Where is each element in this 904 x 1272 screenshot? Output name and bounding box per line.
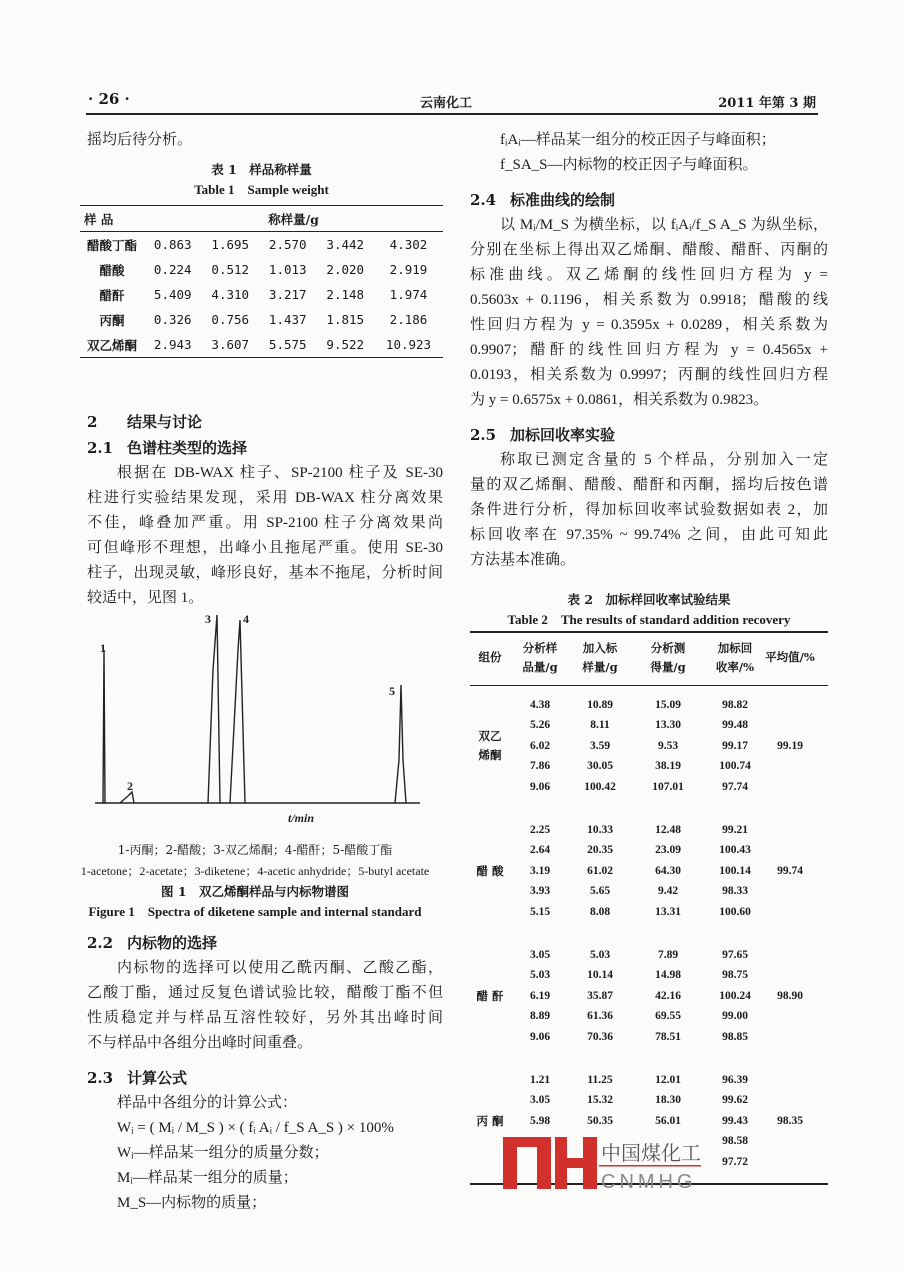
chromatogram-figure [90, 610, 430, 830]
section-2 [87, 410, 443, 435]
section-2-3-heading: 2.3 计算公式 [87, 1069, 188, 1087]
table2-caption-cn: 表 2 加标样回收率试验结果 [567, 592, 731, 607]
header-rule [86, 113, 818, 115]
sample-name: 丙酮 [99, 312, 125, 328]
table2-header: 分析样 品量/g [522, 641, 558, 674]
weight-cell: 3.607 [211, 337, 250, 352]
weight-cell: 2.570 [268, 237, 307, 252]
table2-cell: 15.09 [655, 699, 681, 711]
peak-label-3: 3 [205, 612, 211, 626]
weight-cell: 2.148 [326, 287, 365, 302]
table2-cell: 2.25 [529, 824, 551, 836]
text-line: 柱子，出现灵敏，峰形良好，基本不拖尾，分析时间 [87, 565, 443, 581]
table-row [80, 232, 443, 258]
section-2-5 [470, 423, 828, 573]
table-row [80, 282, 443, 307]
table2-header: 加入标 样量/g [582, 641, 618, 674]
table2-cell: 9.06 [529, 1030, 551, 1043]
table2-cell: 10.89 [587, 699, 613, 711]
table2-group-name: 醋 酸 [476, 863, 504, 878]
text-line: Wᵢ = ( Mᵢ / M_S ) × ( fᵢ Aᵢ / f_S A_S ) × 100% [117, 1120, 394, 1136]
peak-3 [208, 615, 220, 803]
weight-cell: 1.437 [268, 312, 307, 327]
table2-cell: 96.39 [722, 1074, 748, 1086]
text-line: 样品中各组分的计算公式： [117, 1095, 298, 1111]
text-line: 条件进行分析，得加标回收率试验数据如表 2，加 [470, 502, 828, 518]
table2-cell: 23.09 [655, 844, 681, 857]
table2-cell: 99.62 [722, 1094, 748, 1107]
figure1-caption-en: Figure 1 Spectra of diketene sample and internal standard [88, 904, 422, 919]
table2-cell: 8.08 [589, 905, 611, 918]
table2-cell: 3.59 [589, 739, 611, 752]
table1-header-weight: 称样量/g [268, 211, 319, 227]
table1-caption-cn: 表 1 样品称样量 [211, 162, 312, 177]
weight-cell: 3.442 [326, 237, 365, 252]
table2-header: 分析测 得量/g [650, 641, 686, 674]
weight-cell: 1.815 [326, 312, 365, 327]
table2-group-name: 双乙 烯酮 [478, 728, 502, 762]
table2-cell: 70.36 [587, 1030, 613, 1043]
table2-header: 加标回 收率/% [715, 641, 755, 674]
weight-cell: 2.020 [326, 262, 365, 277]
section-2-4 [470, 188, 828, 413]
text-line: 以 Mᵢ/M_S 为横坐标，以 fᵢAᵢ/f_S A_S 为纵坐标， [500, 217, 828, 233]
table2-cell: 100.14 [719, 864, 751, 877]
section-2-2-heading: 2.2 内标物的选择 [87, 934, 218, 952]
table2-cell: 9.53 [657, 739, 679, 752]
table2 [470, 590, 828, 630]
table2-cell: 6.02 [529, 739, 551, 752]
table2-cell: 98.75 [722, 969, 748, 982]
weight-cell: 0.224 [153, 262, 192, 277]
table2-average: 99.74 [777, 864, 803, 877]
text-line: 根据在 DB-WAX 柱子、SP-2100 柱子及 SE-30 [117, 465, 443, 481]
table2-cell: 12.01 [655, 1074, 681, 1086]
table2-cell: 97.74 [722, 780, 748, 793]
table2-cell: 99.17 [722, 739, 748, 752]
table2-cell: 8.11 [590, 719, 610, 732]
table2-cell: 14.98 [655, 969, 681, 982]
peak-2 [120, 792, 134, 803]
weight-cell: 2.919 [389, 262, 428, 277]
text-line: 为 y = 0.6575x + 0.0861，相关系数为 0.9823。 [470, 392, 769, 408]
table1-header-row [80, 206, 443, 232]
weight-cell: 5.575 [268, 337, 307, 352]
text-line: 性质稳定并与样品互溶性较好，另外其出峰时间 [87, 1010, 443, 1026]
table2-cell: 18.30 [655, 1094, 681, 1107]
table2-cell: 30.05 [587, 760, 613, 773]
text-line: 不佳，峰叠加严重。用 SP-2100 柱子分离效果尚 [87, 515, 443, 531]
table2-cell: 7.86 [529, 760, 551, 773]
table2-cell: 56.01 [655, 1114, 681, 1127]
peak-label-5: 5 [389, 684, 395, 698]
table2-cell: 6.19 [529, 989, 551, 1002]
table2-cell: 38.19 [655, 760, 681, 773]
text-line: 分别在坐标上得出双乙烯酮、醋酸、醋酐、丙酮的 [470, 242, 828, 258]
table2-cell: 13.31 [655, 905, 681, 918]
table2-cell: 61.02 [587, 864, 613, 877]
table2-cell: 13.30 [655, 719, 681, 732]
weight-cell: 0.756 [211, 312, 250, 327]
table2-cell: 100.42 [584, 780, 616, 793]
section-2-4-heading: 2.4 标准曲线的绘制 [470, 191, 616, 209]
svg-text:CNMHG: CNMHG [601, 1171, 697, 1193]
table2-cell: 50.35 [587, 1114, 613, 1127]
weight-cell: 10.923 [385, 337, 432, 352]
right-column [470, 128, 828, 178]
table2-cell: 100.60 [719, 905, 751, 918]
table2-cell: 78.51 [655, 1030, 681, 1043]
peak-label-2: 2 [127, 779, 133, 793]
table2-top-rule [470, 631, 828, 633]
table2-header: 组份 [478, 650, 502, 664]
table2-cell: 8.89 [529, 1010, 551, 1023]
table2-cell: 11.25 [587, 1074, 613, 1086]
table1-bottom-rule [80, 357, 443, 358]
peak-1 [103, 650, 105, 803]
table2-average: 98.35 [777, 1114, 803, 1127]
sample-name: 双乙烯酮 [86, 337, 137, 353]
table2-cell: 10.14 [587, 969, 613, 982]
text-line: 量的双乙烯酮、醋酸、醋酐和丙酮，摇均后按色谱 [470, 477, 828, 493]
table2-average: 99.19 [777, 739, 803, 752]
table2-cell: 100.74 [719, 760, 751, 773]
text-line: f_SA_S—内标物的校正因子与峰面积。 [500, 157, 758, 173]
section-2-2 [87, 931, 443, 1056]
table2-cell: 5.03 [589, 949, 611, 961]
table2-cell: 7.89 [657, 949, 679, 961]
table2-cell: 3.19 [529, 864, 551, 877]
weight-cell: 2.186 [389, 312, 428, 327]
table2-cell: 99.43 [722, 1114, 748, 1127]
text-line: 内标物的选择可以使用乙酰丙酮、乙酸乙酯， [117, 960, 443, 976]
figure1-legend-cn: 1-丙酮；2-醋酸；3-双乙烯酮；4-醋酐；5-醋酸丁酯 [117, 843, 393, 857]
text-line: 较适中，见图 1。 [87, 590, 204, 606]
table-row [80, 332, 443, 357]
table2-header-rule [470, 685, 828, 686]
table2-cell: 42.16 [655, 989, 681, 1002]
table2-cell: 100.24 [719, 989, 751, 1002]
weight-cell: 4.310 [211, 287, 250, 302]
table2-cell: 10.33 [587, 824, 613, 836]
text-line: Wᵢ—样品某一组分的质量分数； [117, 1145, 329, 1161]
table2-cell: 3.05 [529, 1094, 551, 1107]
table2-cell: 35.87 [587, 989, 613, 1002]
table2-caption-en: Table 2 The results of standard addition recovery [507, 612, 791, 627]
table2-cell: 3.05 [529, 949, 551, 961]
table2-cell: 99.48 [722, 719, 748, 732]
peak-4 [230, 620, 245, 803]
peak-5 [395, 685, 406, 803]
table2-cell: 64.30 [655, 864, 681, 877]
section-2-5-heading: 2.5 加标回收率实验 [470, 426, 616, 444]
sample-name: 醋酸 [99, 262, 125, 278]
weight-cell: 5.409 [153, 287, 192, 302]
issue-label: 2011 年第 3 期 [718, 96, 816, 111]
text-line: 不与样品中各组分出峰时间重叠。 [87, 1035, 313, 1051]
table2-grid [470, 631, 828, 1191]
table2-cell: 5.26 [529, 719, 551, 732]
weight-cell: 9.522 [326, 337, 365, 352]
weight-cell: 1.695 [211, 237, 250, 252]
table1-caption-en: Table 1 Sample weight [194, 182, 329, 197]
table2-cell: 12.48 [655, 824, 681, 836]
table2-cell: 98.33 [722, 885, 748, 898]
weight-cell: 1.013 [268, 262, 307, 277]
weight-cell: 0.863 [153, 237, 192, 252]
text-line: 柱进行实验结果发现，采用 DB-WAX 柱分离效果 [87, 490, 443, 506]
table1-grid [80, 206, 443, 357]
text-line: fᵢAᵢ—样品某一组分的校正因子与峰面积； [500, 132, 776, 148]
table2-cell: 3.93 [529, 885, 551, 898]
sample-name: 醋酐 [99, 287, 125, 303]
text-line: 方法基本准确。 [470, 552, 576, 568]
text-line: 可但峰形不理想，出峰小且拖尾严重。使用 SE-30 [87, 540, 443, 556]
weight-cell: 0.512 [211, 262, 250, 277]
weight-cell: 0.326 [153, 312, 192, 327]
page-number: · 26 · [88, 90, 130, 108]
text-line: 乙酸丁酯，通过反复色谱试验比较，醋酸丁酯不但 [87, 985, 443, 1001]
table2-cell: 1.21 [529, 1074, 551, 1086]
table2-cell: 100.43 [719, 844, 751, 857]
section-2-heading: 2 结果与讨论 [87, 413, 203, 431]
table2-cell: 9.42 [657, 885, 679, 898]
x-axis-label: t/min [288, 811, 315, 825]
table2-cell: 4.38 [529, 699, 551, 711]
table2-cell: 98.85 [722, 1030, 748, 1043]
table2-cell: 98.82 [722, 699, 748, 711]
table2-cell: 98.58 [722, 1135, 748, 1148]
table2-cell: 5.98 [529, 1114, 551, 1127]
peak-label-4: 4 [243, 612, 249, 626]
table2-cell: 20.35 [587, 844, 613, 857]
table2-header: 平均值/% [765, 650, 815, 664]
svg-text:中国煤化工: 中国煤化工 [601, 1141, 701, 1165]
table2-cell: 107.01 [652, 780, 684, 793]
table2-group-name: 醋 酐 [476, 988, 504, 1003]
text-line: 标准曲线。双乙烯酮的线性回归方程为 y = [470, 267, 828, 283]
journal-name: 云南化工 [420, 96, 473, 111]
figure1-caption-cn: 图 1 双乙烯酮样品与内标物谱图 [160, 884, 350, 899]
weight-cell: 4.302 [389, 237, 428, 252]
table2-group-name: 丙 酮 [476, 1113, 504, 1128]
text-line: 0.0193，相关系数为 0.9997；丙酮的线性回归方程 [470, 367, 828, 383]
text-line: 0.5603x + 0.1196，相关系数为 0.9918；醋酸的线 [470, 292, 828, 308]
section-2-3 [87, 1066, 443, 1216]
weight-cell: 3.217 [268, 287, 307, 302]
table-row [80, 307, 443, 332]
table2-cell: 5.15 [529, 905, 551, 918]
figure1-legend-en: 1-acetone；2-acetate；3-diketene；4-acetic anhydride；5-butyl acetate [80, 864, 430, 878]
table2-average: 98.90 [777, 989, 803, 1002]
table2-cell: 99.21 [722, 824, 748, 836]
table-row [80, 257, 443, 282]
figure1-captions [55, 840, 455, 922]
cnmhg-logo [503, 1132, 708, 1194]
text-line: 性回归方程为 y = 0.3595x + 0.0289，相关系数为 [470, 317, 828, 333]
text-line: 标回收率在 97.35% ~ 99.74% 之间，由此可知此 [470, 527, 828, 543]
text-line: 称取已测定含量的 5 个样品，分别加入一定 [500, 452, 828, 468]
table1-header-sample: 样 品 [84, 211, 114, 227]
peak-label-1: 1 [100, 641, 106, 655]
text-line: 0.9907；醋酐的线性回归方程为 y = 0.4565x + [470, 342, 828, 358]
table2-cell: 9.06 [529, 780, 551, 793]
table2-cell: 97.65 [722, 949, 748, 961]
text-line: M_S—内标物的质量； [117, 1195, 267, 1211]
left-column [87, 128, 443, 153]
section-2-1-heading: 2.1 色谱柱类型的选择 [87, 439, 248, 457]
weight-cell: 1.974 [389, 287, 428, 302]
table2-cell: 61.36 [587, 1010, 613, 1023]
table2-cell: 97.72 [722, 1155, 748, 1168]
table2-cell: 2.64 [529, 844, 551, 857]
text-line: Mᵢ—样品某一组分的质量； [117, 1170, 298, 1186]
table2-cell: 5.03 [529, 969, 551, 982]
intro-line: 摇均后待分析。 [87, 132, 193, 148]
section-2-1 [87, 436, 443, 611]
weight-cell: 2.943 [153, 337, 192, 352]
table2-cell: 15.32 [587, 1094, 613, 1107]
sample-name: 醋酸丁酯 [86, 237, 137, 253]
table2-cell: 5.65 [589, 885, 611, 898]
table2-cell: 99.00 [722, 1010, 748, 1023]
table1 [80, 160, 443, 358]
table2-cell: 69.55 [655, 1010, 681, 1023]
